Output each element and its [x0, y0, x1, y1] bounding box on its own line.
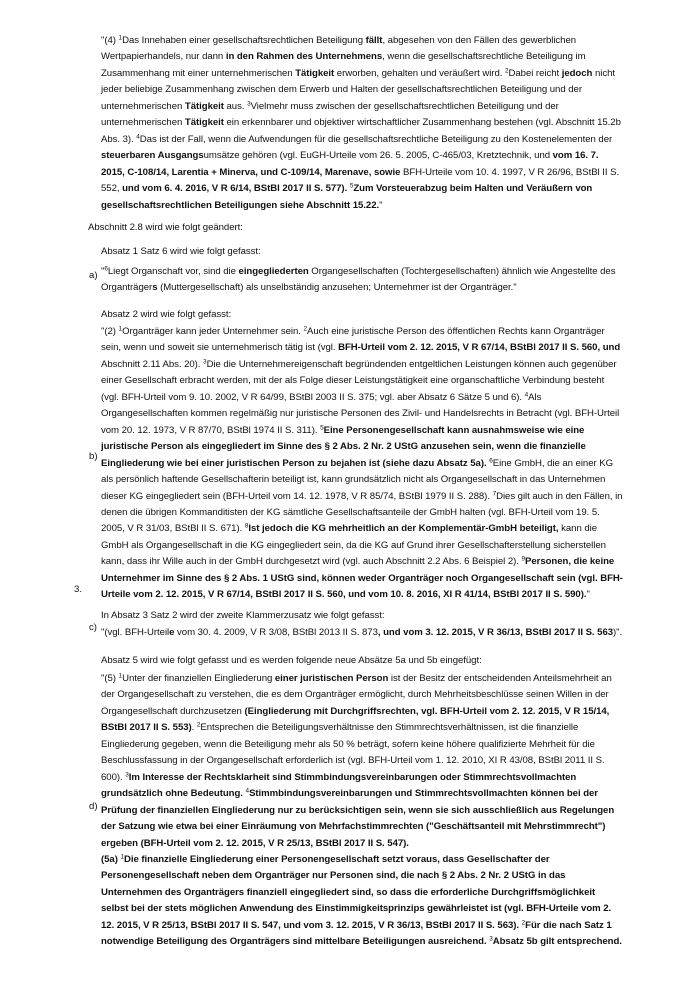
- sentence-number: 2: [196, 721, 201, 729]
- text: ": [379, 199, 383, 211]
- paragraph: [101, 653, 623, 669]
- bold-text: , und vom 3. 12. 2015, V R 36/13, BStBl 2017 II S. 563: [377, 627, 614, 638]
- text: vom 30. 4. 2009, V R 3/08, BStBl 2013 II S. 873: [174, 627, 378, 638]
- text: Auch eine juristische Person des öffentlichen Rechts kann Organträger sein, wenn und soweit sie unternehmerisch tätig ist (vgl.: [101, 326, 605, 354]
- bold-text: und vom 6. 4. 2016, V R 6/14, BStBl 2017 II S. 577).: [122, 183, 350, 195]
- bold-text: in den Rahmen des Unternehmens: [225, 51, 383, 63]
- sentence-number: 1: [118, 672, 123, 680]
- sentence-number: 3: [489, 935, 493, 943]
- quote-abs-4: [101, 33, 623, 214]
- sentence-number: 1: [118, 34, 123, 42]
- sentence-number: 5: [349, 182, 354, 190]
- sentence-number: 3: [203, 358, 207, 366]
- bold-text: Die finanzielle Eingliederung einer Personengesellschaft setzt voraus, dass Gesellschafter der Personengesellschaft neben dem Organträger nur Personen sind, die nach § 2 Abs. 2 Nr. 2 UStG in das Unternehmen des Organträgers finanziell eingegliedert sind, so dass die erforderliche Durchgriffsmöglichkeit selbst bei der stets möglichen Anwendung des Einstimmigkeitsprinzips gewährleistet ist (vgl. BFH-Urteile vom 2. 12. 2015, V R 25/13, BStBl 2017 II S. 547, und vom 3. 12. 2015, V R 36/13, BStBl 2017 II S. 563).: [101, 853, 612, 931]
- intro-abschnitt-2-8: [88, 220, 623, 236]
- text: Vielmehr muss zwischen der gesellschaftsrechtlichen Beteiligung und der unternehmerischen: [101, 100, 559, 129]
- text: "(vgl. BFH-Urteil: [101, 627, 170, 638]
- bold-text: Tätigkeit: [184, 117, 224, 129]
- text: Abschnitt 2.11 Abs. 20).: [101, 358, 204, 370]
- text: "(4): [101, 35, 119, 46]
- text: Organgesellschaften (Tochtergesellschaften) ähnlich wie Angestellte des Organträger: [101, 266, 616, 294]
- text: ist der Besitz der entscheidenden Anteilsmehrheit an der Organgesellschaft zu verstehen, die es dem Organträger ermöglicht, durch Mehrheitsbeschlüsse seinen Willen in der Organgesellschaft durchzusetzen: [101, 673, 612, 717]
- text: BFH-Urteile vom 10. 4. 1997, V R 26/96, BStBl II S. 552,: [101, 166, 620, 195]
- sentence-number: 8: [244, 522, 249, 530]
- text: erworben, gehalten und veräußert wird.: [334, 67, 505, 79]
- sentence-number: 6: [104, 265, 108, 273]
- text: kann die GmbH als Organgesellschaft in die KG eingegliedert sein, da die KG auf Grund ihrer Gesellschafterstellung sicherstellen kann, dass ihr Wille auch in der GmbH durchgesetzt wird (vgl. auch Abschnitt 2.2 Abs. 6 Beispiel 2).: [101, 523, 606, 568]
- bold-text: Tätigkeit: [184, 100, 224, 112]
- text: Das Innehaben einer gesellschaftsrechtlichen Beteiligung: [122, 35, 366, 46]
- bold-text: Stimmbindungsvereinbarungen und Stimmrechtsvollmachten können bei der Prüfung der finanziellen Eingliederung nur zu berücksichtigen sein, wenn sie sich ausschließlich aus Regelungen der Satzung wie etwa bei einer Einräumung von Mehrfachstimmrechten ("Geschäftsanteil mit Mehrstimmrecht") ergeben (BFH-Urteil vom 2. 12. 2015, V R 25/13, BStBl 2017 II S. 547).: [101, 788, 615, 849]
- sentence-number: 4: [136, 133, 140, 141]
- bold-text: s: [152, 282, 158, 294]
- sentence-number: 3: [247, 100, 251, 108]
- text: .: [191, 722, 197, 734]
- item-number: 3.: [74, 584, 83, 595]
- sentence-number: 2: [303, 325, 307, 333]
- text: Dabei reicht: [508, 67, 562, 79]
- sentence-number: 5: [320, 424, 324, 432]
- bold-text: Ist jedoch die KG mehrheitlich an der Komplementär-GmbH beteiligt,: [248, 523, 559, 535]
- bold-text: eingegliederten: [238, 266, 309, 277]
- sentence-number: 4: [245, 787, 250, 795]
- sentence-number: 9: [521, 555, 525, 563]
- text: Abschnitt 2.8 wird wie folgt geändert:: [88, 222, 243, 233]
- bold-text: Zum Vorsteuerabzug beim Halten und Veräußern von gesellschaftsrechtlichen Beteiligungen siehe Abschnitt 15.22.: [101, 183, 593, 211]
- instruction-c: [101, 608, 623, 624]
- label-a: a): [89, 270, 98, 281]
- text: Entsprechen die Beteiligungsverhältnisse den Stimmrechtsverhältnissen, ist die finanzielle Eingliederung gegeben, wenn die Beteiligung mehr als 50 % beträgt, sofern keine höhere qualifizierte Mehrheit für die Beschlussfassung in der Organgesellschaft erforderlich ist (vgl. BFH-Urteil vom 1. 12. 2010, XI R 43/08, BStBl 2011 II S. 600).: [101, 722, 605, 783]
- bold-text: Personen, die keine Unternehmer im Sinne des § 2 Abs. 1 UStG sind, können weder Organträger noch Organgesellschaft sein (vgl. BFH-Urteile vom 2. 12. 2015, V R 67/14, BStBl 2017 II S. 560, und vom 10. 8. 2016, XI R 41/14, BStBl 2017 II S. 590).: [101, 556, 623, 601]
- text: Dies gilt auch in den Fällen, in denen die übrigen Kommanditisten der KG sämtliche Gesellschaftsanteile der GmbH halten (vgl. BFH-Urteil vom 19. 5. 2005, V R 31/03, BStBl II S. 671).: [101, 490, 623, 535]
- text: aus.: [223, 100, 248, 112]
- instruction-a: [101, 244, 623, 260]
- instruction-b: [101, 307, 623, 323]
- text: Unter der finanziellen Eingliederung: [122, 673, 275, 684]
- paragraph: [101, 324, 623, 604]
- sentence-number: 1: [120, 853, 124, 861]
- bold-text: vom 16. 7. 2015, C-108/14, Larentia + Minerva, und C-109/14, Marenave, sowie: [101, 150, 599, 178]
- quote-a: [101, 264, 623, 297]
- bold-text: Im Interesse der Rechtsklarheit sind Stimmbindungsvereinbarungen oder Stimmrechtsvollmachten grundsätzlich ohne Bedeutung.: [101, 771, 577, 800]
- bold-text: steuerbaren Ausgangs: [101, 150, 204, 162]
- label-c: c): [89, 622, 97, 633]
- bold-text: einer juristischen Person: [274, 673, 389, 684]
- text: Als Organgesellschaften kommen regelmäßig nur juristische Personen des Zivil- und Handelsrechts in Betracht (vgl. BFH-Urteil vom 20. 12. 1973, V R 87/70, BStBl 1974 II S. 311).: [101, 391, 620, 436]
- bold-text: Tätigkeit: [295, 67, 335, 79]
- text: ": [101, 266, 105, 277]
- paragraph: [101, 244, 623, 260]
- text: Absatz 1 Satz 6 wird wie folgt gefasst:: [101, 246, 261, 257]
- bold-text: (5a): [101, 853, 121, 865]
- paragraph: [101, 264, 623, 297]
- text: Eine GmbH, die an einer KG als persönlich haftende Gesellschafterin beteiligt ist, kann grundsätzlich nicht als Organgesellschaft in das Unternehmen dieser KG eingegliedert sein (BFH-Urteil vom 14. 12. 1978, V R 85/74, BStBl 1979 II S. 288).: [101, 457, 613, 502]
- bold-text: jedoch: [561, 67, 593, 79]
- sentence-number: 6: [489, 457, 493, 465]
- paragraph: [101, 307, 623, 323]
- quote-d: [101, 671, 623, 951]
- text: (Muttergesellschaft) als unselbständig anzusehen; Unternehmer ist der Organträger.": [157, 282, 517, 294]
- bold-text: Absatz 5b gilt entsprechend.: [492, 936, 622, 948]
- label-d: d): [89, 801, 98, 812]
- paragraph: [101, 625, 623, 641]
- bold-text: fällt: [365, 35, 383, 46]
- paragraph: [88, 220, 623, 236]
- sentence-number: 7: [492, 490, 497, 498]
- text: nicht jeder beliebige Zusammenhang zwischen dem Erwerb und Halten der gesellschaftsrechtlichen Beteiligung und der unternehmerischen: [101, 67, 615, 112]
- bold-text: e: [169, 627, 175, 638]
- text: In Absatz 3 Satz 2 wird der zweite Klammerzusatz wie folgt gefasst:: [101, 610, 385, 621]
- sentence-number: 4: [524, 391, 529, 399]
- text: "(2): [101, 326, 119, 337]
- sentence-number: 2: [504, 67, 509, 75]
- text: Absatz 2 wird wie folgt gefasst:: [101, 309, 232, 320]
- quote-b: [101, 324, 623, 604]
- sentence-number: 2: [521, 919, 526, 927]
- instruction-d: [101, 653, 623, 669]
- text: , abgesehen von den Fällen des gewerblichen Wertpapierhandels, nur dann: [101, 35, 577, 63]
- text: ": [586, 589, 590, 601]
- text: ein erkennbarer und objektiver wirtschaftlicher Zusammenhang bestehen (vgl. Abschnitt 15.2b Abs. 3).: [101, 117, 621, 145]
- sentence-number: 1: [118, 325, 123, 333]
- sentence-number: 3: [125, 771, 129, 779]
- paragraph: [101, 608, 623, 624]
- paragraph: [101, 852, 623, 951]
- text: Organträger kann jeder Unternehmer sein.: [122, 326, 304, 337]
- text: "(5): [101, 673, 119, 684]
- quote-c: [101, 625, 623, 641]
- paragraph: [101, 671, 623, 852]
- text: Liegt Organschaft vor, sind die: [107, 266, 239, 277]
- text: Die die Unternehmereigenschaft begründenden entgeltlichen Leistungen können auch gegenüber einer Gesellschaft erbracht werden, mit der als Folge dieser Leistungstätigkeit eine organschaftliche Verbindung besteht (vgl. BFH-Urteil vom 9. 10. 2002, V R 64/99, BStBl 2003 II S. 375; vgl. aber Absatz 6 Sätze 5 und 6).: [101, 358, 617, 403]
- label-b: b): [89, 451, 98, 462]
- text: , wenn die gesellschaftsrechtliche Beteiligung im Zusammenhang mit einer unternehmerischen: [101, 51, 586, 79]
- text: )".: [613, 627, 623, 638]
- paragraph: [101, 33, 623, 214]
- bold-text: BFH-Urteil vom 2. 12. 2015, V R 67/14, BStBl 2017 II S. 560, und: [338, 342, 621, 354]
- text: Absatz 5 wird wie folgt gefasst und es werden folgende neue Absätze 5a und 5b eingefügt:: [101, 655, 482, 666]
- bold-text: Für die nach Satz 1 notwendige Beteiligung des Organträgers sind mittelbare Beteiligungen ausreichend.: [101, 919, 612, 948]
- bold-text: (Eingliederung mit Durchgriffsrechten, vgl. BFH-Urteil vom 2. 12. 2015, V R 15/14, BStBl 2017 II S. 553): [101, 705, 610, 734]
- text: Das ist der Fall, wenn die Aufwendungen für die gesellschaftsrechtliche Beteiligung zu den Kostenelementen der: [139, 133, 613, 145]
- text: umsätze gehören (vgl. EuGH-Urteile vom 26. 5. 2005, C-465/03, Kretztechnik, und: [203, 150, 553, 162]
- bold-text: Eine Personengesellschaft kann ausnahmsweise wie eine juristische Person als eingegliedert im Sinne des § 2 Abs. 2 Nr. 2 UStG anzusehen sein, wenn die finanzielle Eingliederung wie bei einer juristischen Person zu bejahen ist (siehe dazu Absatz 5a).: [101, 424, 586, 469]
